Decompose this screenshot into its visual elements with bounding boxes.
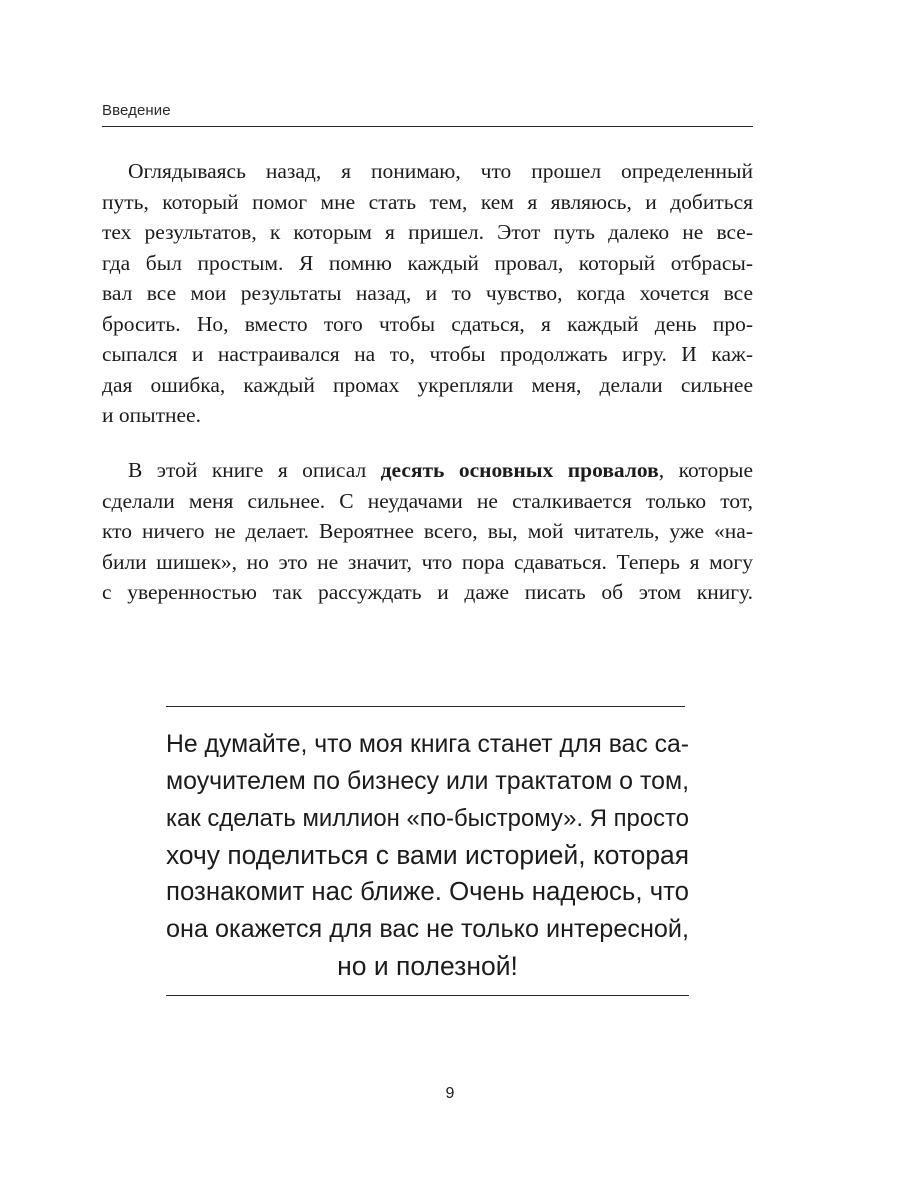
pull-quote-line: моучителем по бизнесу или трактатом о том, (166, 767, 689, 795)
paragraph-line (102, 455, 753, 486)
paragraph-line: гда был простым. Я помню каждый провал, который отбрасы- (102, 250, 753, 275)
pull-quote-bottom-rule (166, 995, 689, 996)
body-paragraph-2 (102, 455, 753, 608)
pull-quote-line: познакомит нас ближе. Очень надеюсь, что (166, 878, 689, 906)
pull-quote-top-rule (166, 706, 685, 707)
paragraph-line: путь, который помог мне стать тем, кем я являюсь, и добиться (102, 189, 753, 214)
body-paragraph-1 (102, 156, 753, 431)
paragraph-text: В этой книге я описал (128, 458, 381, 482)
pull-quote-line: хочу поделиться с вами историей, которая (166, 840, 689, 870)
paragraph-line: сделали меня сильнее. С неудачами не сталкивается только тот, (102, 488, 753, 513)
emphasis-text: десять основных провалов (380, 458, 659, 482)
paragraph-line: дая ошибка, каждый промах укрепляли меня, делали сильнее (102, 372, 753, 397)
paragraph-text: , которые (658, 458, 754, 482)
running-head: Введение (102, 102, 171, 119)
paragraph-line: тех результатов, к которым я пришел. Этот путь далеко не все- (102, 220, 753, 244)
paragraph-line: кто ничего не делает. Вероятнее всего, вы, мой читатель, уже «на- (102, 519, 753, 543)
pull-quote-line: она окажется для вас не только интересной, (166, 915, 689, 943)
paragraph-line: с уверенностью так рассуждать и даже писать об этом книгу. (102, 580, 753, 604)
paragraph-line: бросить. Но, вместо того чтобы сдаться, я каждый день про- (102, 311, 753, 336)
header-divider (102, 126, 753, 127)
paragraph-line: и опытнее. (102, 403, 201, 427)
paragraph-line: сыпался и настраивался на то, чтобы продолжать игру. И каж- (102, 342, 753, 366)
paragraph-line: вал все мои результаты назад, и то чувство, когда хочется все (102, 281, 753, 305)
page-number: 9 (445, 1085, 455, 1102)
pull-quote-line: Не думайте, что моя книга станет для вас са- (166, 731, 689, 758)
pull-quote-line: как сделать миллион «по-быстрому». Я просто (166, 805, 689, 832)
pull-quote-line: но и полезной! (337, 951, 518, 981)
paragraph-line: били шишек», но это не значит, что пора сдаваться. Теперь я могу (102, 549, 753, 574)
paragraph-line: Оглядываясь назад, я понимаю, что прошел определенный (128, 159, 753, 183)
pull-quote (166, 726, 689, 985)
